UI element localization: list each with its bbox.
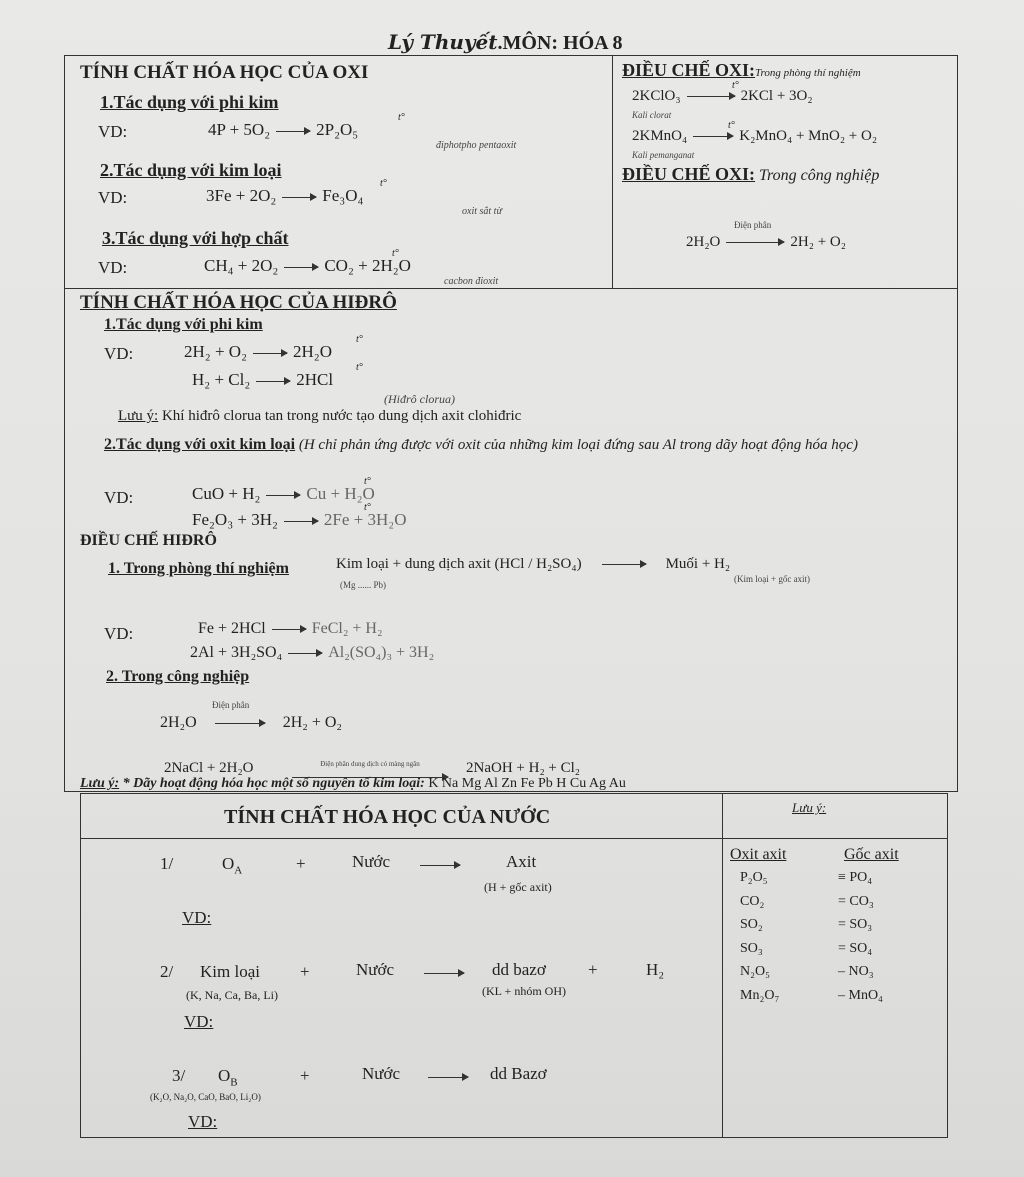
dieuche-oxi-industry: ĐIỀU CHẾ OXI: Trong công nghiệp [622, 164, 880, 184]
h2o-electrolysis-eq: 2H₂O 2H₂ + O₂ [686, 234, 846, 250]
condition: t° [380, 178, 387, 189]
vd-label: VD: [98, 122, 128, 141]
arrow-icon [428, 1068, 468, 1086]
base: dd bazơ [492, 960, 546, 979]
dieuche-hidro-eq-4-right: 2NaOH + H₂ + Cl₂ [466, 760, 581, 776]
arrow-icon [272, 629, 306, 630]
goc-formula: = SO₄ [838, 940, 873, 956]
metal: Kim loại [200, 962, 260, 981]
water-header-line [80, 838, 948, 839]
dieuche-hidro-lab: 1. Trong phòng thí nghiệm [108, 560, 289, 577]
dieuche-hidro-eq-3: 2H₂O 2H₂ + O₂ [160, 714, 342, 731]
activity-series: Lưu ý: * Dãy hoạt động hóa học một số nguyên tố kim loại: K Na Mg Al Zn Fe Pb H Cu Ag Au [80, 776, 626, 791]
water: Nước [352, 852, 391, 871]
oxit-formula: N₂O₅ [740, 964, 770, 979]
oxi-eq-3: CH₄ + 2O₂ CO₂ + 2H₂O [204, 256, 411, 275]
hidro-eq-4: Fe₂O₃ + 3H₂ 2Fe + 3H₂O [192, 510, 407, 529]
water-divider [722, 793, 723, 1138]
vd-label: VD: [98, 188, 128, 207]
oxit-a: $O_A$ [222, 854, 243, 877]
oxit-axit-heading: Oxit axit [730, 846, 787, 863]
lab-general-eq: Kim loại + dung dịch axit (HCl / H₂SO₄) Muối + H₂ [336, 556, 731, 572]
condition: t° [356, 362, 363, 373]
compound-name: cacbon đioxit [444, 276, 499, 287]
arrow-icon [276, 131, 310, 132]
goc-formula: – MnO₄ [838, 987, 883, 1003]
arrow-icon [288, 653, 322, 654]
arrow-icon [687, 96, 735, 97]
water: Nước [356, 960, 395, 979]
vd-label: VD: [104, 488, 134, 507]
oxi-section-3: 3.Tác dụng với hợp chất [102, 228, 289, 248]
vd-label: VD: [182, 908, 212, 927]
dieuche-hidro-industry: 2. Trong công nghiệp [106, 668, 250, 685]
compound-name: Kali pemanganat [632, 150, 695, 160]
oxit-formula: SO₃ [740, 940, 763, 956]
oxi-eq-2: 3Fe + 2O₂ Fe₃O₄ [206, 186, 364, 205]
salt-note: (Kim loại + gốc axit) [734, 574, 811, 584]
hidro-section-2: 2.Tác dụng với oxit kim loại (H chỉ phản ứng được với oxit của những kim loại đứng sau Al trong dãy hoạt động hóa học) [104, 436, 858, 453]
hidro-note: Lưu ý: Khí hiđrô clorua tan trong nước tạo dung dịch axit clohiđric [118, 408, 522, 424]
compound-name: oxit sắt từ [462, 206, 502, 217]
reaction-num: 3/ [172, 1066, 186, 1085]
arrow-icon [256, 381, 290, 382]
top-section-divider [612, 55, 613, 289]
oxit-formula: CO₂ [740, 893, 765, 909]
hydrogen: H₂ [646, 960, 665, 979]
water: Nước [362, 1064, 401, 1083]
metal-range: (Mg ...... Pb) [340, 580, 387, 590]
hidro-heading: TÍNH CHẤT HÓA HỌC CỦA HIĐRÔ [80, 292, 397, 313]
metal-list: (K, Na, Ca, Ba, Li) [186, 988, 278, 1002]
vd-label: VD: [188, 1112, 218, 1131]
plus: + [300, 1066, 310, 1085]
oxi-eq-1: 4P + 5O₂ 2P₂O₅ [208, 120, 359, 139]
oxi-heading: TÍNH CHẤT HÓA HỌC CỦA OXI [80, 62, 369, 83]
vd-label: VD: [104, 624, 134, 643]
condition: Điện phân [212, 700, 250, 710]
oxit-formula: P₂O₅ [740, 870, 768, 885]
acid-note: (H + gốc axit) [484, 880, 552, 894]
condition: Điện phân [734, 220, 772, 230]
hidro-section-1: 1.Tác dụng với phi kim [104, 316, 263, 333]
hidro-eq-2: H₂ + Cl₂ 2HCl [192, 370, 334, 389]
reaction-num: 1/ [160, 854, 174, 873]
vd-label: VD: [98, 258, 128, 277]
arrow-icon [693, 136, 733, 137]
page-title [388, 30, 622, 55]
goc-axit-heading: Gốc axit [844, 846, 899, 863]
goc-formula: ≡ PO₄ [838, 870, 873, 885]
oxide-list: (K₂O, Na₂O, CaO, BaO, Li₂O) [150, 1092, 261, 1102]
base-note: (KL + nhóm OH) [482, 984, 566, 998]
compound-name: (Hiđrô clorua) [384, 392, 455, 406]
long-arrow: Điện phân dung dịch có màng ngăn [292, 760, 448, 786]
condition: t° [398, 112, 405, 123]
title-prefix: Lý Thuyết [388, 30, 498, 54]
arrow-icon [726, 242, 784, 243]
arrow-icon [266, 495, 300, 496]
vd-label: VD: [104, 344, 134, 363]
kmno4-eq: 2KMnO₄ K₂MnO₄ + MnO₂ + O₂ [632, 128, 878, 144]
reaction-num: 2/ [160, 962, 174, 981]
arrow-icon [420, 856, 460, 874]
arrow-icon [253, 353, 287, 354]
kclo3-eq: 2KClO₃ 2KCl + 3O₂ [632, 88, 813, 104]
dieuche-hidro-eq-2: 2Al + 3H₂SO₄ Al₂(SO₄)₃ + 3H₂ [190, 644, 435, 661]
condition: t° [364, 502, 371, 513]
oxit-formula: Mn₂O₇ [740, 987, 780, 1003]
plus: + [296, 854, 306, 873]
oxit-formula: SO₂ [740, 917, 763, 932]
compound-name: Kali clorat [632, 110, 672, 120]
condition: t° [728, 120, 735, 131]
arrow-icon [215, 723, 265, 724]
arrow-icon [602, 564, 646, 565]
arrow-icon [284, 267, 318, 268]
arrow-icon [282, 197, 316, 198]
condition: t° [356, 334, 363, 345]
hidro-eq-3: CuO + H₂ Cu + H₂O [192, 484, 375, 503]
compound-name: điphotpho pentaoxit [436, 140, 517, 151]
dieuche-hidro-eq-4-left: 2NaCl + 2H₂O [164, 760, 254, 776]
condition: t° [364, 476, 371, 487]
goc-formula: = CO₃ [838, 893, 874, 909]
dieuche-hidro-eq-1: Fe + 2HCl FeCl₂ + H₂ [198, 620, 383, 637]
plus: + [588, 960, 598, 979]
plus: + [300, 962, 310, 981]
hidro-eq-1: 2H₂ + O₂ 2H₂O [184, 342, 332, 361]
acid: Axit [506, 852, 537, 871]
base: dd Bazơ [490, 1064, 547, 1083]
condition: t° [392, 248, 399, 259]
goc-formula: = SO₃ [838, 917, 873, 932]
dieuche-hidro-heading: ĐIỀU CHẾ HIĐRÔ [80, 532, 217, 549]
condition: t° [732, 80, 739, 91]
water-heading: TÍNH CHẤT HÓA HỌC CỦA NƯỚC [224, 806, 551, 828]
arrow-icon [424, 964, 464, 982]
oxi-section-2: 2.Tác dụng với kim loại [100, 160, 282, 180]
goc-formula: – NO₃ [838, 964, 874, 979]
dieuche-oxi-lab: ĐIỀU CHẾ OXI:Trong phòng thí nghiệm [622, 60, 861, 80]
oxi-section-1: 1.Tác dụng với phi kim [100, 92, 279, 112]
note-heading: Lưu ý: [792, 800, 827, 815]
vd-label: VD: [184, 1012, 214, 1031]
title-main: .MÔN: HÓA 8 [497, 32, 623, 54]
oxit-b: $O_B$ [218, 1066, 238, 1089]
arrow-icon [284, 521, 318, 522]
